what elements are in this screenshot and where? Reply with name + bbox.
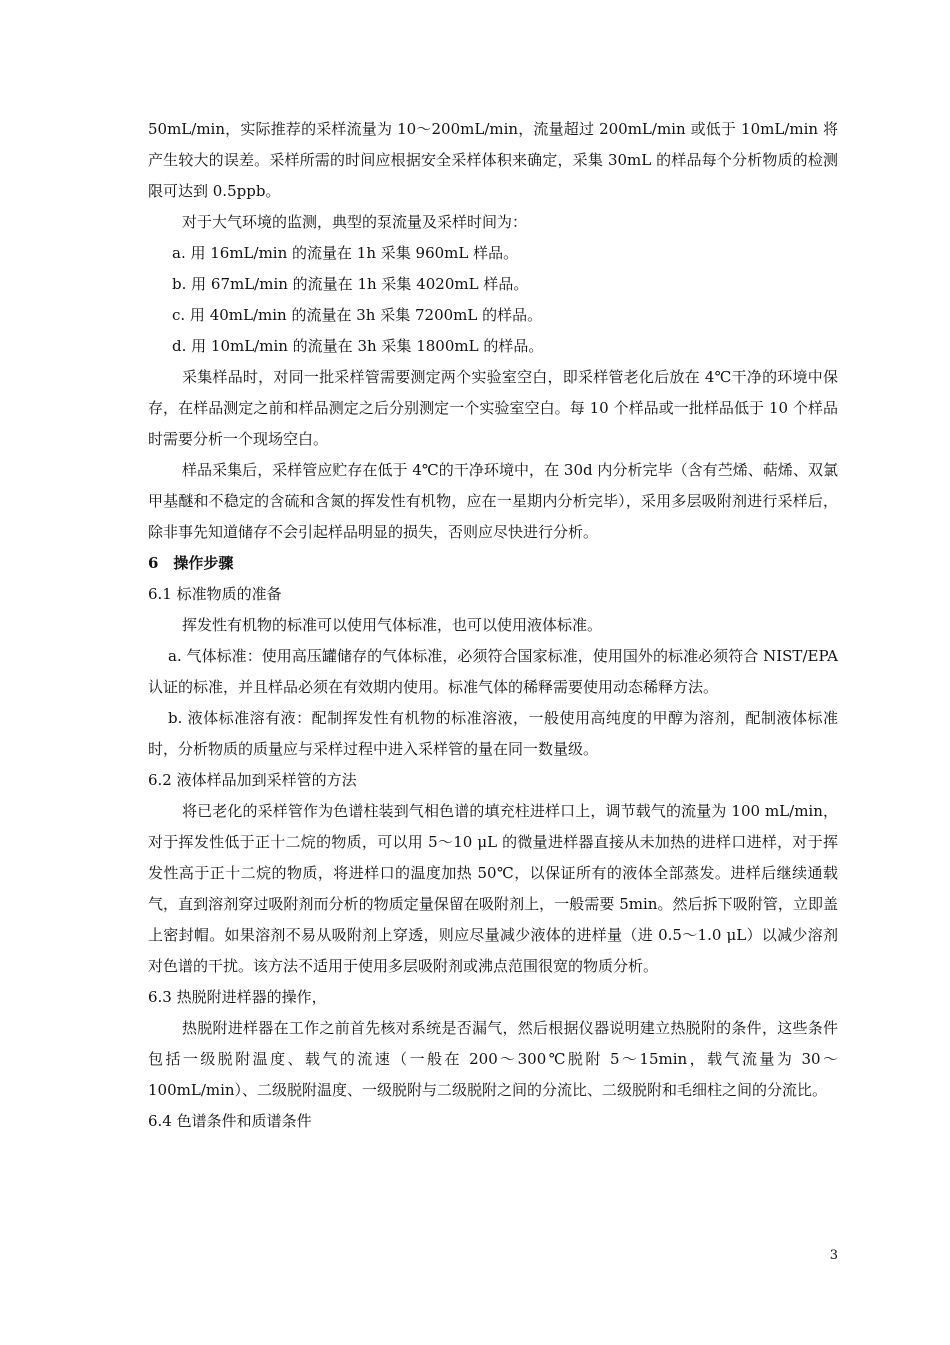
list-item-b: b. 用 67mL/min 的流量在 1h 采集 4020mL 样品。 (172, 275, 529, 293)
subsection-heading-6-1: 6.1 标准物质的准备 (148, 585, 282, 603)
paragraph-standards-intro: 挥发性有机物的标准可以使用气体标准，也可以使用液体标准。 (182, 616, 603, 634)
paragraph-sampling-flow: 50mL/min，实际推荐的采样流量为 10～200mL/min，流量超过 200mL/min 或低于 10mL/min 将产生较大的误差。采样所需的时间应根据安全采样体积来确定，采集 30mL 的样品每个分析物质的检测限可达到 0.5ppb。 (148, 120, 838, 200)
paragraph-blanks: 采集样品时，对同一批采样管需要测定两个实验室空白，即采样管老化后放在 4℃干净的环境中保存，在样品测定之前和样品测定之后分别测定一个实验室空白。每 10 个样品或一批样品低于 10 个样品时需要分析一个现场空白。 (148, 368, 838, 448)
subsection-heading-6-4: 6.4 色谱条件和质谱条件 (148, 1112, 312, 1130)
page-body (148, 114, 838, 1137)
paragraph-liquid-standard: b. 液体标准溶有液：配制挥发性有机物的标准溶液，一般使用高纯度的甲醇为溶剂，配制液体标准时，分析物质的质量应与采样过程中进入采样管的量在同一数量级。 (148, 709, 838, 758)
section-heading-6: 6 操作步骤 (148, 554, 234, 572)
list-item-d: d. 用 10mL/min 的流量在 3h 采集 1800mL 的样品。 (172, 337, 544, 355)
page-number: 3 (829, 1248, 838, 1263)
paragraph-thermal-desorption: 热脱附进样器在工作之前首先核对系统是否漏气，然后根据仪器说明建立热脱附的条件，这些条件包括一级脱附温度、载气的流速（一般在 200～300℃脱附 5～15min，载气流量为 30～100mL/min）、二级脱附温度、一级脱附与二级脱附之间的分流比、二级脱附和毛细柱之间的分流比。 (148, 1019, 838, 1099)
paragraph-atmosphere-intro: 对于大气环境的监测，典型的泵流量及采样时间为： (182, 213, 528, 231)
list-item-a: a. 用 16mL/min 的流量在 1h 采集 960mL 样品。 (172, 244, 519, 262)
paragraph-liquid-injection: 将已老化的采样管作为色谱柱装到气相色谱的填充柱进样口上，调节载气的流量为 100 mL/min，对于挥发性低于正十二烷的物质，可以用 5～10 μL 的微量进样器直接从未加热的进样口进样，对于挥发性高于正十二烷的物质，将进样口的温度加热 50℃，以保证所有的液体全部蒸发。进样后继续通载气，直到溶剂穿过吸附剂而分析的物质定量保留在吸附剂上，一般需要 5min。然后拆下吸附管，立即盖上密封帽。如果溶剂不易从吸附剂上穿透，则应尽量减少液体的进样量（进 0.5～1.0 μL）以减少溶剂对色谱的干扰。该方法不适用于使用多层吸附剂或沸点范围很宽的物质分析。 (148, 802, 838, 975)
subsection-heading-6-2: 6.2 液体样品加到采样管的方法 (148, 771, 357, 789)
paragraph-gas-standard: a. 气体标准：使用高压罐储存的气体标准，必须符合国家标准，使用国外的标准必须符合 NIST/EPA 认证的标准，并且样品必须在有效期内使用。标准气体的稀释需要使用动态稀释方法。 (148, 647, 838, 696)
paragraph-storage: 样品采集后，采样管应贮存在低于 4℃的干净环境中，在 30d 内分析完毕（含有苎烯、萜烯、双氯甲基醚和不稳定的含硫和含氮的挥发性有机物，应在一星期内分析完毕），采用多层吸附剂进行采样后，除非事先知道储存不会引起样品明显的损失，否则应尽快进行分析。 (148, 461, 838, 541)
list-item-c: c. 用 40mL/min 的流量在 3h 采集 7200mL 的样品。 (172, 306, 543, 324)
subsection-heading-6-3: 6.3 热脱附进样器的操作， (148, 988, 327, 1006)
